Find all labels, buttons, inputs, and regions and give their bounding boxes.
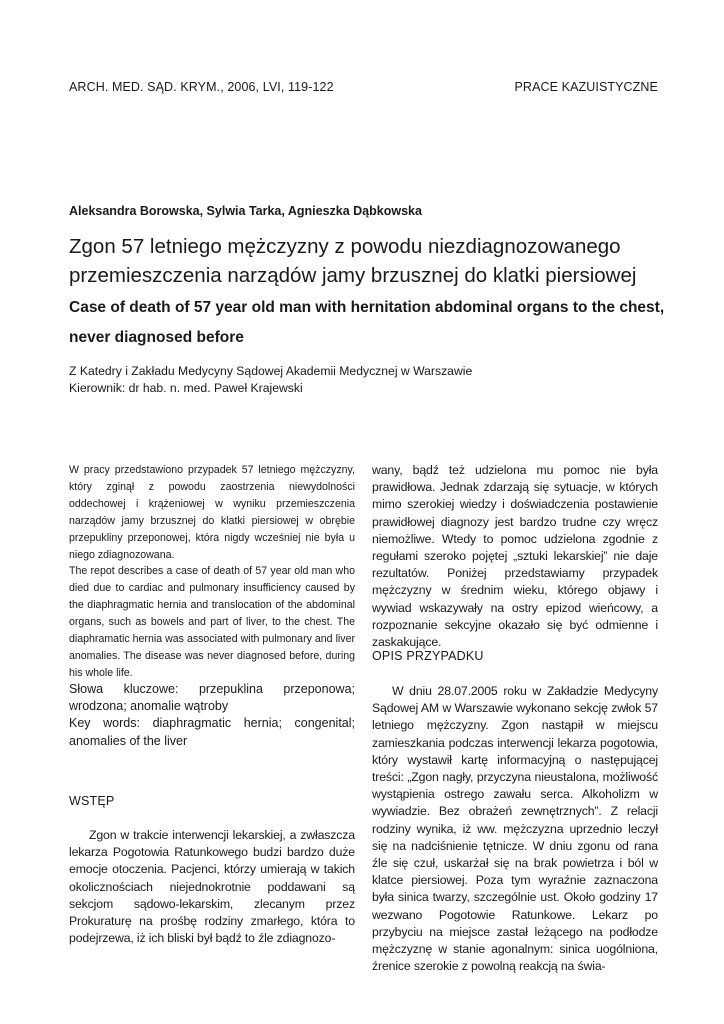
article-section-label: PRACE KAZUISTYCZNE [514, 80, 658, 94]
introduction-paragraph: Zgon w trakcie interwencji lekarskiej, a zwłaszcza lekarza Pogotowia Ratunkowego budzi bardzo duże emocje otoczenia. Pacjenci, którzy umierają w takich okolicznościach niejednokrotnie poddawani są sekcjom sądowo-lekarskim, zlecanym przez Prokuraturę na prośbę rodziny zmarłego, która to podejrzewa, iż ich bliski był bądź to źle zdiagnozo- [69, 828, 355, 946]
introduction-body [69, 827, 355, 947]
abstract-english [69, 563, 355, 682]
keywords-english: Key words: diaphragmatic hernia; congenital; anomalies of the liver [69, 716, 355, 748]
abstract-english-text: The repot describes a case of death of 57 year old man who died due to cardiac and pulmonary insufficiency caused by the diaphragmatic hernia and translocation of the abdominal organs, such as bowels and part of liver, to the chest. The diaphramatic hernia was associated with pulmonary and liver anomalies. The disease was never diagnosed before, during his whole life. [69, 565, 355, 679]
journal-citation: ARCH. MED. SĄD. KRYM., 2006, LVI, 119-122 [69, 80, 334, 94]
title-polish: Zgon 57 letniego mężczyzny z powodu niezdiagnozowanego przemieszczenia narządów jamy brzusznej do klatki piersiowej [69, 235, 637, 287]
introduction-continued [372, 462, 658, 651]
introduction-continued-paragraph: wany, bądź też udzielona mu pomoc nie była prawidłowa. Jednak zdarzają się sytuacje, w których mimo szerokiej wiedzy i doświadczenia postawienie prawidłowej diagnozy jest bardzo trudne czy wręcz niemożliwe. Wtedy to pomoc udzielona zgodnie z regułami szeroko pojętej „sztuki lekarskiej” nie daje rezultatów. Poniżej przedstawiamy przypadek mężczyzny w średnim wieku, którego objawy i wywiad wskazywały na ostry epizod wieńcowy, a rozpoznanie sekcyjne okazało się być odmienne i zaskakujące. [372, 463, 658, 650]
case-report-body [372, 683, 658, 975]
abstract-polish [69, 462, 355, 564]
affiliation: Z Katedry i Zakładu Medycyny Sądowej Akademii Medycznej w Warszawie [69, 364, 473, 378]
section-heading-case-report: OPIS PRZYPADKU [372, 649, 484, 663]
keywords [69, 681, 355, 750]
case-report-paragraph: W dniu 28.07.2005 roku w Zakładzie Medycyny Sądowej AM w Warszawie wykonano sekcję zwłok 57 letniego mężczyzny. Zgon nastąpił w miejscu zamieszkania podczas interwencji lekarza pogotowia, który wystawił kartę informacyjną o następującej treści: „Zgon nagły, przyczyna nieustalona, możliwość wystąpienia ostrego zawału serca. Alkoholizm w wywiadzie. Bez obrażeń zewnętrznych”. Z relacji rodziny wynika, iż ww. mężczyzna uprzednio leczył się na nadciśnienie tętnicze. W dniu zgonu od rana źle się czuł, uskarżał się na brak powietrza i ból w klatce piersiowej. Poza tym wyraźnie zaznaczona była sinica twarzy, szczególnie ust. Około godziny 17 wezwano Pogotowie Ratunkowe. Lekarz po przybyciu na miejsce zastał leżącego na podłodze mężczyznę w stanie agonalnym: sinica uogólniona, źrenice szerokie z powolną reakcją na świa- [372, 684, 658, 974]
section-heading-introduction: WSTĘP [69, 794, 115, 808]
keywords-polish: Słowa kluczowe: przepuklina przeponowa; wrodzona; anomalie wątroby [69, 682, 355, 714]
title-english: Case of death of 57 year old man with hernitation abdominal organs to the chest, never diagnosed before [69, 299, 665, 346]
authors: Aleksandra Borowska, Sylwia Tarka, Agnieszka Dąbkowska [69, 204, 422, 218]
department-head: Kierownik: dr hab. n. med. Paweł Krajewski [69, 381, 303, 395]
abstract-polish-text: W pracy przedstawiono przypadek 57 letniego mężczyzny, który zginął z powodu zaostrzenia niewydolności oddechowej i krążeniowej w wyniku przemieszczenia narządów jamy brzusznej do klatki piersiowej w obrębie przepukliny przeponowej, która nigdy wcześniej nie była u niego zdiagnozowana. [69, 464, 355, 561]
